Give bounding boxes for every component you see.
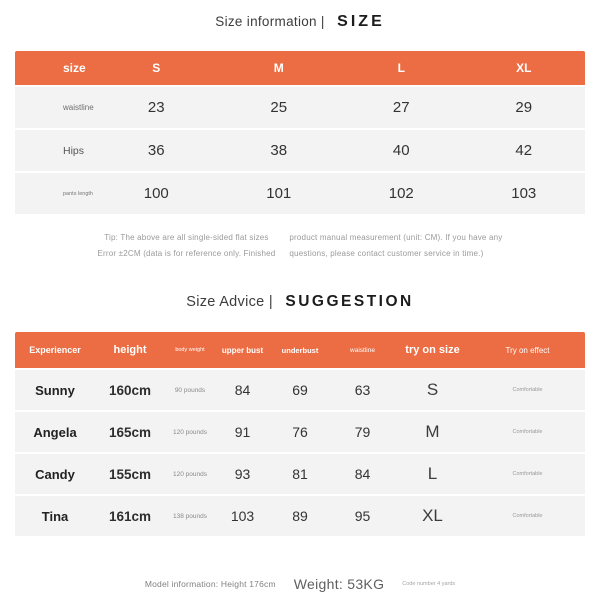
cell-try-on-size: M bbox=[425, 422, 440, 442]
size-info-title-keyword: SIZE bbox=[337, 13, 385, 30]
row-label: pants length bbox=[63, 190, 93, 197]
table-row bbox=[15, 496, 585, 536]
cell-value: 40 bbox=[392, 142, 410, 159]
code-number-text: Code number 4 yards bbox=[402, 581, 456, 587]
cell-try-on-size: S bbox=[426, 380, 439, 400]
cell-height: 165cm bbox=[108, 424, 152, 440]
cell-value: 23 bbox=[147, 99, 165, 116]
size-table-header-size: size bbox=[63, 61, 86, 75]
cell-try-on-effect: Comfortable bbox=[512, 513, 543, 520]
measurement-tip bbox=[0, 230, 600, 261]
tip-line: Error ±2CM (data is for reference only. Finished bbox=[97, 248, 276, 258]
cell-value: 25 bbox=[270, 99, 288, 116]
cell-underbust: 69 bbox=[292, 382, 308, 399]
advice-header-body-weight: body weight bbox=[175, 347, 205, 354]
cell-weight: 120 pounds bbox=[173, 428, 207, 436]
model-weight-text: Weight: 53KG bbox=[293, 576, 385, 592]
cell-height: 161cm bbox=[108, 508, 152, 524]
advice-header-height: height bbox=[113, 344, 147, 357]
advice-header-try-on-size: try on size bbox=[405, 344, 460, 357]
row-label: Hips bbox=[63, 144, 85, 157]
cell-value: 102 bbox=[388, 185, 414, 202]
experiencer-name: Candy bbox=[35, 466, 75, 482]
size-table-header-row bbox=[15, 51, 585, 85]
size-info-title-label: Size information | bbox=[215, 14, 325, 29]
size-advice-title bbox=[0, 293, 600, 311]
size-table-header-s: S bbox=[152, 61, 161, 75]
cell-try-on-effect: Comfortable bbox=[512, 429, 543, 436]
table-row bbox=[15, 412, 585, 452]
cell-value: 103 bbox=[511, 185, 537, 202]
cell-value: 38 bbox=[270, 142, 288, 159]
cell-value: 29 bbox=[515, 99, 533, 116]
cell-try-on-size: L bbox=[427, 464, 438, 484]
tip-right-column bbox=[289, 230, 502, 261]
tip-line: product manual measurement (unit: CM). If you have any bbox=[289, 233, 503, 242]
row-label: waistline bbox=[63, 103, 94, 112]
cell-height: 160cm bbox=[108, 382, 152, 398]
size-table bbox=[15, 51, 585, 214]
table-row bbox=[15, 87, 585, 128]
size-table-header-l: L bbox=[397, 61, 405, 75]
table-row bbox=[15, 173, 585, 214]
size-advice-title-keyword: SUGGESTION bbox=[285, 293, 414, 311]
tip-line: Tip: The above are all single-sided flat sizes bbox=[104, 233, 269, 242]
cell-value: 36 bbox=[147, 142, 165, 159]
cell-try-on-size: XL bbox=[422, 506, 443, 526]
size-advice-table bbox=[15, 332, 585, 536]
cell-upper-bust: 84 bbox=[234, 382, 251, 399]
experiencer-name: Tina bbox=[41, 508, 69, 524]
cell-height: 155cm bbox=[108, 466, 152, 482]
size-table-header-xl: XL bbox=[516, 61, 532, 75]
model-info-footer bbox=[0, 576, 600, 592]
cell-upper-bust: 93 bbox=[234, 466, 251, 483]
cell-weight: 120 pounds bbox=[173, 470, 207, 478]
size-advice-title-label: Size Advice | bbox=[186, 294, 273, 311]
cell-value: 100 bbox=[143, 185, 169, 202]
experiencer-name: Angela bbox=[33, 424, 77, 440]
cell-waistline: 79 bbox=[354, 424, 371, 441]
tip-line: questions, please contact customer service in time.) bbox=[289, 248, 484, 258]
cell-waistline: 95 bbox=[354, 508, 371, 525]
cell-waistline: 63 bbox=[354, 382, 371, 399]
table-row bbox=[15, 370, 585, 410]
cell-underbust: 81 bbox=[292, 466, 308, 483]
cell-upper-bust: 91 bbox=[234, 424, 251, 441]
cell-value: 42 bbox=[515, 142, 533, 159]
cell-try-on-effect: Comfortable bbox=[512, 387, 543, 394]
cell-value: 101 bbox=[266, 185, 292, 202]
cell-weight: 90 pounds bbox=[174, 386, 206, 394]
advice-header-try-on-effect: Try on effect bbox=[505, 345, 550, 355]
cell-value: 27 bbox=[392, 99, 410, 116]
cell-upper-bust: 103 bbox=[230, 508, 255, 525]
experiencer-name: Sunny bbox=[35, 382, 75, 398]
cell-try-on-effect: Comfortable bbox=[512, 471, 543, 478]
table-row bbox=[15, 454, 585, 494]
table-row bbox=[15, 130, 585, 171]
advice-header-upper-bust: upper bust bbox=[221, 345, 264, 355]
advice-header-experiencer: Experiencer bbox=[29, 345, 81, 356]
advice-header-underbust: underbust bbox=[281, 345, 319, 355]
cell-underbust: 76 bbox=[292, 424, 308, 441]
advice-header-waistline: waistline bbox=[350, 346, 375, 354]
cell-underbust: 89 bbox=[292, 508, 308, 525]
model-info-text: Model information: Height 176cm bbox=[144, 579, 276, 589]
size-info-title bbox=[0, 0, 600, 31]
size-table-header-m: M bbox=[273, 61, 284, 75]
cell-waistline: 84 bbox=[354, 466, 371, 483]
advice-table-header-row bbox=[15, 332, 585, 368]
cell-weight: 138 pounds bbox=[173, 512, 207, 520]
tip-left-column bbox=[97, 230, 275, 261]
